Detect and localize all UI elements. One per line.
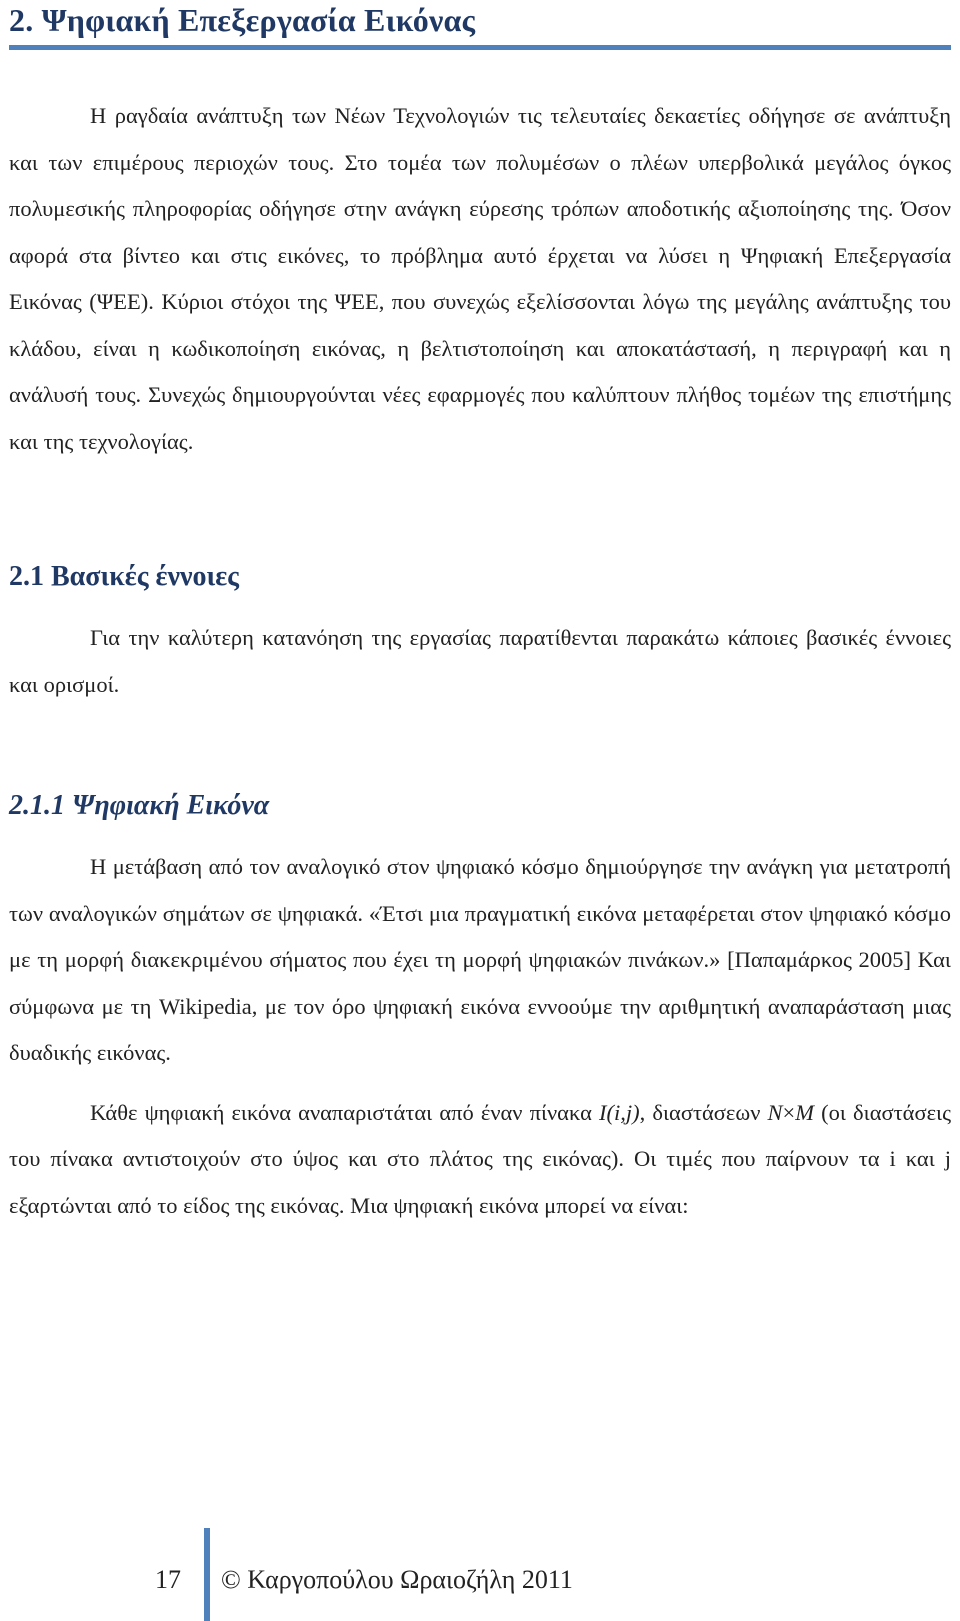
- spacer: [9, 1077, 951, 1090]
- dimension-m: M: [795, 1099, 814, 1125]
- paragraph-text-part-2: , διαστάσεων: [639, 1099, 768, 1125]
- digital-image-paragraph-1: Η μετάβαση από τον αναλογικό στον ψηφιακό κόσμο δημιούργησε την ανάγκη για μετατροπή των αναλογικών σημάτων σε ψηφιακά. «Έτσι μια πραγματική εικόνα μεταφέρεται στον ψηφιακό κόσμο με τη μορφή διακεκριμένου σήματος που έχει τη μορφή ψηφιακών πινάκων.» [Παπαμάρκος 2005] Και σύμφωνα με τη Wikipedia, με τον όρο ψηφιακή εικόνα εννοούμε την αριθμητική αναπαράσταση μιας δυαδικής εικόνας.: [9, 854, 951, 1065]
- section-2-1-title: 2.1 Βασικές έννοιες: [9, 561, 239, 592]
- document-page: [9, 0, 951, 1229]
- paragraph-text-part-1: Κάθε ψηφιακή εικόνα αναπαριστάται από έναν πίνακα: [90, 1099, 600, 1125]
- page-footer: [0, 1528, 960, 1621]
- section-2-1-paragraph: Για την καλύτερη κατανόηση της εργασίας παρατίθενται παρακάτω κάποιες βασικές έννοιες και ορισμοί.: [9, 625, 951, 697]
- matrix-symbol: I(i,j): [599, 1099, 640, 1125]
- spacer: [9, 50, 951, 97]
- section-2-1-1-title: 2.1.1 Ψηφιακή Εικόνα: [9, 790, 270, 821]
- chapter-title: 2. Ψηφιακή Επεξεργασία Εικόνας: [9, 2, 476, 38]
- dimension-n: N: [767, 1099, 783, 1125]
- page-number: 17: [155, 1565, 181, 1594]
- copyright-notice: © Καργοπούλου Ωραιοζήλη 2011: [221, 1565, 573, 1594]
- paragraph-text-part-3: (οι διαστάσεις του πίνακα αντιστοιχούν στο ύψος και στο πλάτος της εικόνας). Οι τιμές που παίρνουν τα i και j εξαρτώνται από το είδος της εικόνας. Μια ψηφιακή εικόνα μπορεί να είναι:: [9, 1099, 951, 1218]
- chapter-intro-paragraph: Η ραγδαία ανάπτυξη των Νέων Τεχνολογιών τις τελευταίες δεκαετίες οδήγησε σε ανάπτυξη και των επιμέρους περιοχών τους. Στο τομέα των πολυμέσων ο πλέων υπερβολικά μεγάλος όγκος πολυμεσικής πληροφορίας οδήγησε στην ανάγκη εύρεσης τρόπων αποδοτικής αξιοποίησης της. Όσον αφορά στα βίντεο και στις εικόνες, το πρόβλημα αυτό έρχεται να λύσει η Ψηφιακή Επεξεργασία Εικόνας (ΨΕΕ). Κύριοι στόχοι της ΨΕΕ, που συνεχώς εξελίσσονται λόγω της μεγάλης ανάπτυξης του κλάδου, είναι η κωδικοποίηση εικόνας, η βελτιστοποίηση και αποκατάστασή, η περιγραφή και η ανάλυσή τους. Συνεχώς δημιουργούνται νέες εφαρμογές που καλύπτουν πλήθος τομέων της επιστήμης και της τεχνολογίας.: [9, 103, 951, 454]
- spacer: [9, 708, 951, 786]
- spacer: [9, 465, 951, 557]
- footer-divider: [204, 1528, 210, 1621]
- digital-image-paragraph-2: [9, 1090, 951, 1230]
- times-sign: ×: [782, 1099, 796, 1125]
